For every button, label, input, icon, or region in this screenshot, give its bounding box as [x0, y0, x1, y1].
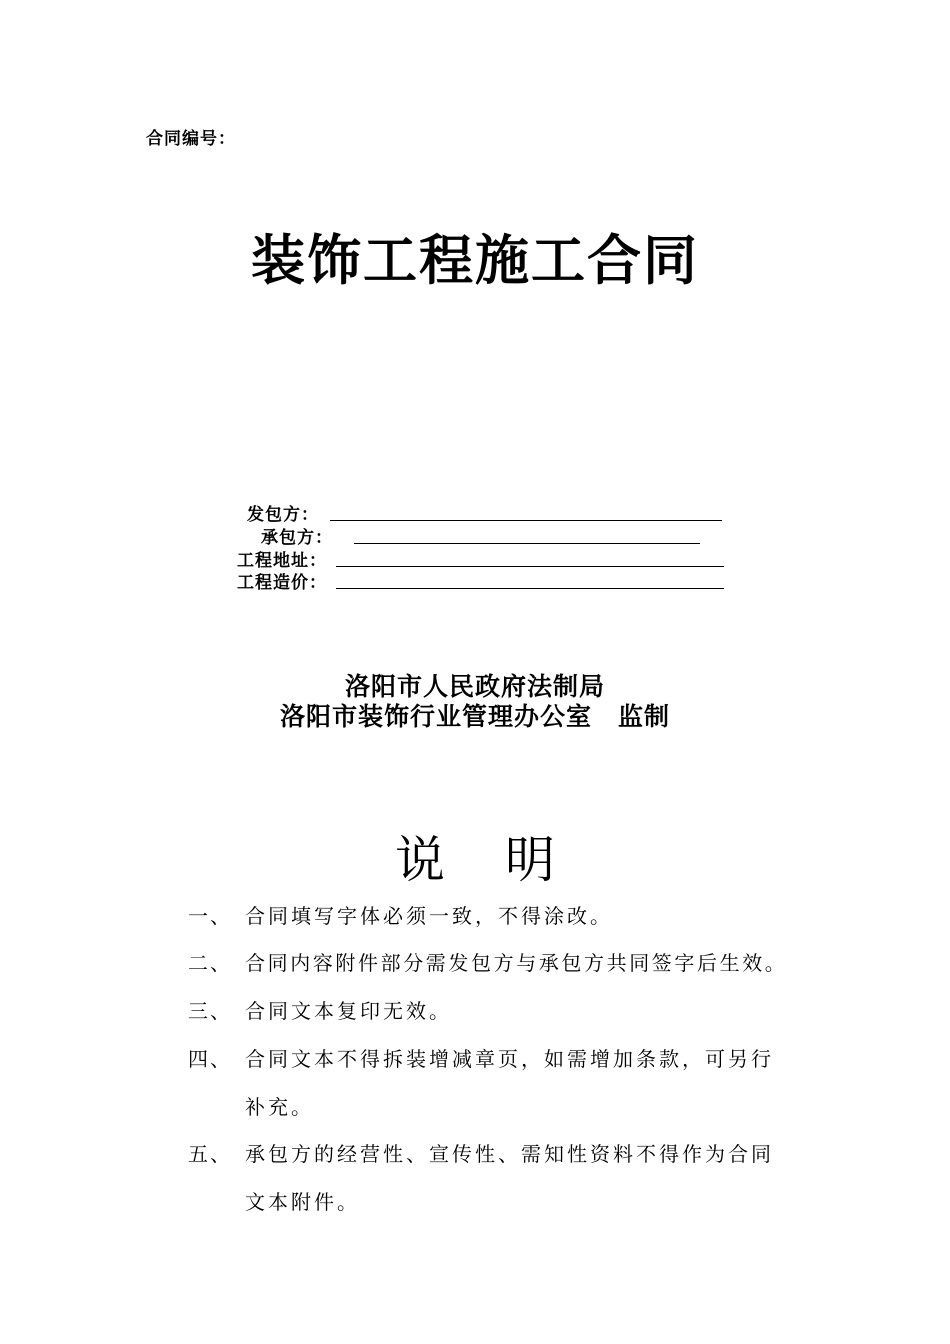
field-line-address[interactable]	[336, 566, 724, 567]
field-label-employer: 发包方：	[247, 505, 319, 525]
note-text: 合同填写字体必须一致，不得涂改。	[245, 904, 613, 928]
note-text: 承包方的经营性、宣传性、需知性资料不得作为合同	[245, 1142, 774, 1166]
note-text: 合同内容附件部分需发包方与承包方共同签字后生效。	[245, 951, 788, 975]
notes-title: 说明	[395, 831, 615, 889]
authority-line-2: 洛阳市装饰行业管理办公室 监制	[279, 702, 670, 731]
note-number: 一、	[188, 904, 232, 928]
note-text: 合同文本不得拆装增减章页，如需增加条款，可另行	[245, 1047, 774, 1071]
note-number: 四、	[188, 1047, 232, 1071]
note-number: 五、	[188, 1142, 232, 1166]
note-text: 合同文本复印无效。	[245, 999, 452, 1023]
field-label-price: 工程造价：	[237, 573, 327, 593]
note-text-continuation: 补充。	[245, 1095, 314, 1119]
contract-number-label: 合同编号：	[146, 129, 236, 149]
authority-line-1: 洛阳市人民政府法制局	[344, 672, 605, 701]
document-title: 装饰工程施工合同	[251, 228, 699, 292]
field-line-price[interactable]	[336, 588, 724, 589]
note-number: 三、	[188, 999, 232, 1023]
note-number: 二、	[188, 951, 232, 975]
field-line-contractor[interactable]	[354, 543, 700, 544]
note-text-continuation: 文本附件。	[245, 1190, 360, 1214]
field-label-contractor: 承包方：	[261, 528, 333, 548]
field-line-employer[interactable]	[330, 520, 722, 521]
field-label-address: 工程地址：	[237, 551, 327, 571]
